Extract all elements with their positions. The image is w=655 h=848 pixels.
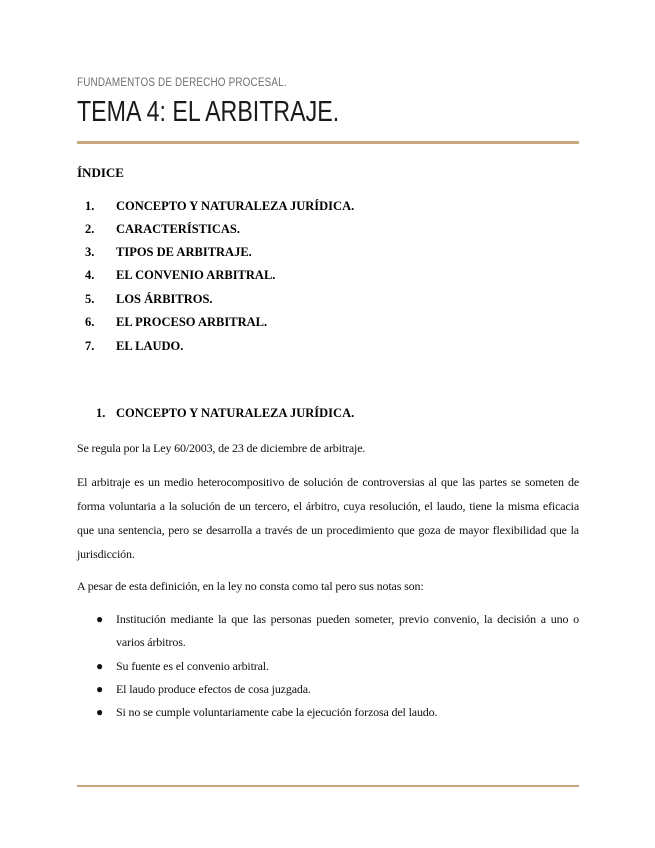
- toc-item-number: 6.: [85, 315, 95, 329]
- bullet-icon: ●: [96, 682, 104, 696]
- footer-divider: [77, 785, 579, 787]
- bullet-text: El laudo produce efectos de cosa juzgada.: [116, 682, 311, 696]
- bullet-icon: ●: [96, 705, 104, 719]
- toc-item-number: 5.: [85, 292, 95, 306]
- toc-item-label: EL CONVENIO ARBITRAL.: [116, 268, 276, 282]
- paragraph: A pesar de esta definición, en la ley no consta como tal pero sus notas son:: [77, 579, 424, 593]
- bullet-text: Institución mediante la que las personas pueden someter, previo convenio, la decisión a uno o varios árbitros.: [116, 612, 579, 649]
- header-divider: [77, 141, 579, 144]
- toc-item-label: TIPOS DE ARBITRAJE.: [116, 245, 252, 259]
- toc-item-number: 2.: [85, 222, 95, 236]
- toc-item-label: EL PROCESO ARBITRAL.: [116, 315, 268, 329]
- toc-item-label: LOS ÁRBITROS.: [116, 292, 213, 306]
- toc-item-label: EL LAUDO.: [116, 339, 184, 353]
- bullet-text: Su fuente es el convenio arbitral.: [116, 659, 269, 673]
- toc-item-label: CARACTERÍSTICAS.: [116, 222, 240, 236]
- toc-item-label: CONCEPTO Y NATURALEZA JURÍDICA.: [116, 199, 355, 213]
- section-title: CONCEPTO Y NATURALEZA JURÍDICA.: [116, 406, 355, 420]
- paragraph: El arbitraje es un medio heterocompositivo de solución de controversias al que las partes se someten de forma voluntaria a la solución de un tercero, el árbitro, cuya resolución, el laudo, tiene la misma eficacia que una sentencia, pero se desarrolla a través de un procedimiento que goza de mayor flexibilidad que la jurisdicción.: [77, 475, 579, 561]
- bullet-icon: ●: [96, 612, 104, 626]
- toc-item-number: 3.: [85, 245, 95, 259]
- toc-item-number: 7.: [85, 339, 95, 353]
- index-heading: ÍNDICE: [77, 165, 124, 180]
- document-title: TEMA 4: EL ARBITRAJE.: [77, 96, 340, 128]
- paragraph: Se regula por la Ley 60/2003, de 23 de diciembre de arbitraje.: [77, 441, 366, 455]
- bullet-text: Si no se cumple voluntariamente cabe la ejecución forzosa del laudo.: [116, 705, 438, 719]
- section-number: 1.: [96, 406, 106, 420]
- document-subtitle: FUNDAMENTOS DE DERECHO PROCESAL.: [77, 77, 287, 89]
- toc-item-number: 1.: [85, 199, 95, 213]
- bullet-icon: ●: [96, 659, 104, 673]
- toc-item-number: 4.: [85, 268, 95, 282]
